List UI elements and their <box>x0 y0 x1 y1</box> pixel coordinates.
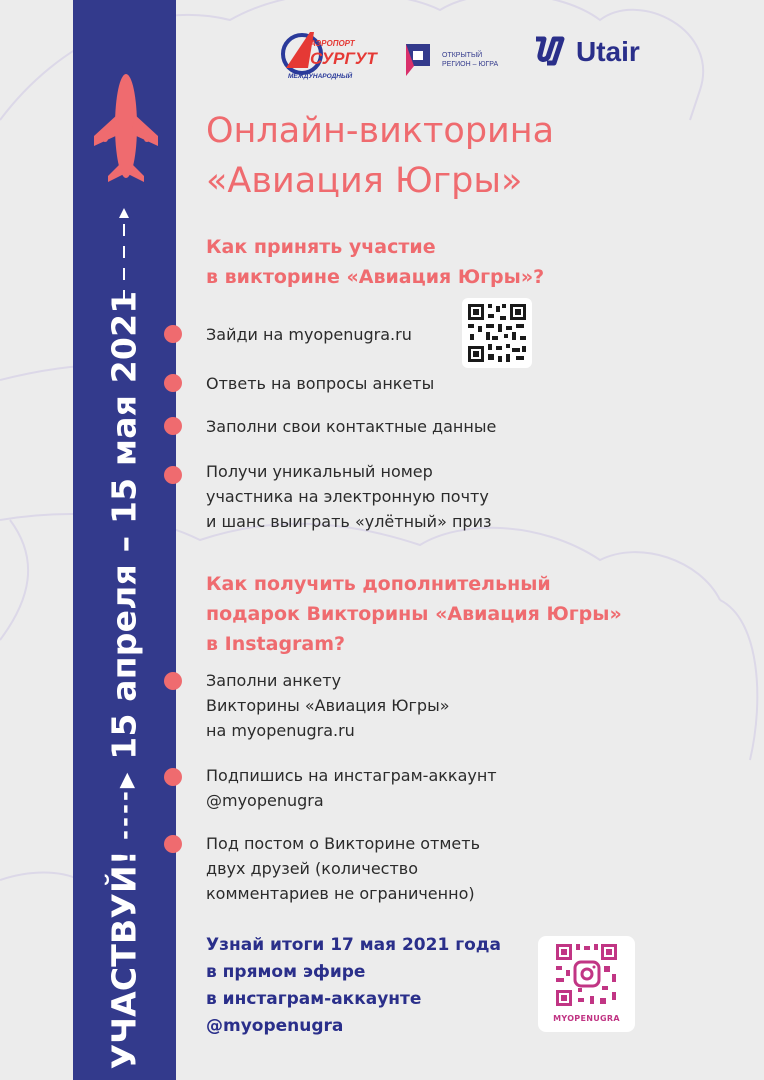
section2-heading-line: в Instagram? <box>206 633 346 655</box>
list-item-line: на myopenugra.ru <box>206 721 355 740</box>
list-item <box>206 668 626 743</box>
results-announcement <box>206 932 536 1040</box>
utair-mark-icon <box>532 37 566 67</box>
list-item-line: Под постом о Викторине отметь <box>206 834 481 853</box>
list-item <box>206 459 626 534</box>
utair-logo <box>532 36 640 68</box>
list-item-line: Викторины «Авиация Югры» <box>206 696 450 715</box>
sidebar-call: УЧАСТВУЙ! <box>104 849 144 1070</box>
list-item-line: комментариев не ограниченно) <box>206 884 475 903</box>
list-item-line: и шанс выиграть «улётный» приз <box>206 512 492 531</box>
section1-heading-line: Как принять участие <box>206 236 436 258</box>
utair-wordmark: Utair <box>576 36 640 67</box>
bullet-dot <box>164 417 182 435</box>
bullet-dot <box>164 768 182 786</box>
list-item-line: Зайди на myopenugra.ru <box>206 325 412 344</box>
list-item <box>206 322 626 347</box>
results-line: в инстаграм-аккаунте <box>206 989 422 1009</box>
svg-text:МЕЖДУНАРОДНЫЙ: МЕЖДУНАРОДНЫЙ <box>288 73 353 80</box>
list-item-line: Получи уникальный номер <box>206 462 433 481</box>
title-line-1: Онлайн-викторина <box>206 111 555 151</box>
dashed-arrow-icon: ----▶ <box>110 769 138 840</box>
section2-heading <box>206 569 696 659</box>
section1-heading <box>206 232 696 292</box>
sidebar-dates: 15 апреля – 15 мая 2021 <box>104 290 144 760</box>
bullet-dot <box>164 374 182 392</box>
qr-code-instagram <box>538 936 635 1032</box>
svg-text:АЭРОПОРТ: АЭРОПОРТ <box>310 39 355 48</box>
airplane-icon <box>96 66 184 184</box>
title-line-2: «Авиация Югры» <box>206 161 523 201</box>
list-item-line: двух друзей (количество <box>206 859 418 878</box>
list-item <box>206 831 626 906</box>
surgut-airport-logo <box>280 28 377 82</box>
section2-heading-line: подарок Викторины «Авиация Югры» <box>206 603 622 625</box>
list-item-line: участника на электронную почту <box>206 487 489 506</box>
qr-code-website <box>462 298 532 368</box>
svg-text:СУРГУТ: СУРГУТ <box>310 49 377 68</box>
list-item-line: Заполни анкету <box>206 671 342 690</box>
results-line: @myopenugra <box>206 1016 344 1036</box>
list-item-line: Ответь на вопросы анкеты <box>206 374 435 393</box>
results-line: Узнай итоги 17 мая 2021 года <box>206 935 501 955</box>
instagram-qr-icon <box>538 936 635 1014</box>
bullet-dot <box>164 835 182 853</box>
list-item <box>206 414 626 439</box>
section2-heading-line: Как получить дополнительный <box>206 573 551 595</box>
results-line: в прямом эфире <box>206 962 366 982</box>
bullet-dot <box>164 325 182 343</box>
page-title <box>206 106 726 206</box>
open-region-logo <box>402 38 512 82</box>
qr-code-icon <box>466 302 528 364</box>
instagram-qr-label: MYOPENUGRA <box>553 1014 620 1023</box>
region-line2: РЕГИОН – ЮГРА <box>442 61 499 68</box>
list-item <box>206 371 626 396</box>
list-item-line: Подпишись на инстаграм-аккаунт <box>206 766 497 785</box>
region-mark-icon <box>402 40 436 80</box>
list-item <box>206 763 626 813</box>
region-line1: ОТКРЫТЫЙ <box>442 52 483 59</box>
list-item-line: @myopenugra <box>206 791 324 810</box>
bullet-dot <box>164 672 182 690</box>
section1-heading-line: в викторине «Авиация Югры»? <box>206 266 545 288</box>
bullet-dot <box>164 466 182 484</box>
list-item-line: Заполни свои контактные данные <box>206 417 497 436</box>
sidebar-vertical-text <box>105 291 144 1070</box>
